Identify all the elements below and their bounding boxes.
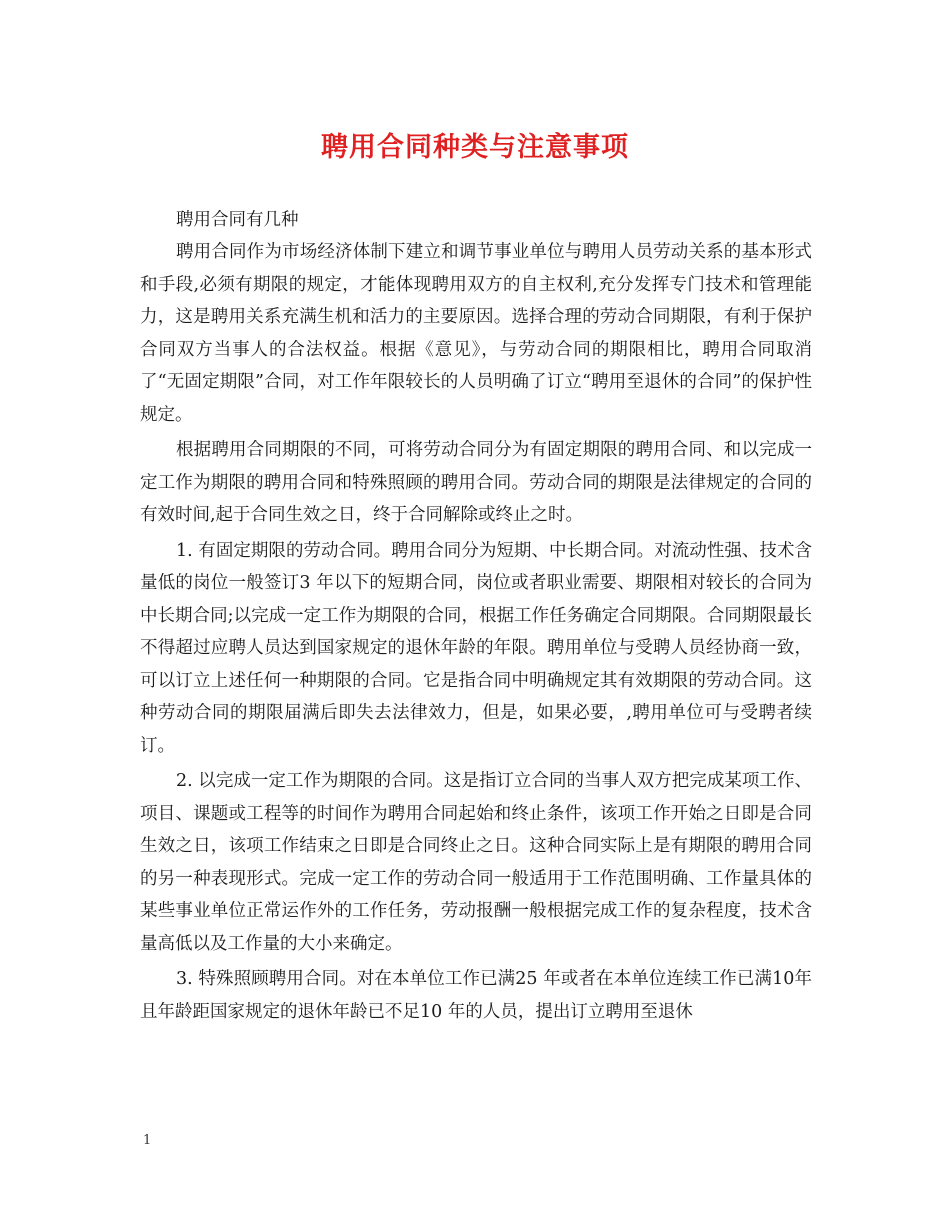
paragraph-special-care: 3. 特殊照顾聘用合同。对在本单位工作已满25 年或者在本单位连续工作已满10年且年龄距国家规定的退休年龄已不足10 年的人员，提出订立聘用至退休 [140,969,812,1022]
page-number: 1 [143,1133,152,1148]
document-body [140,204,812,1031]
section-heading: 聘用合同有几种 [176,210,299,230]
paragraph-fixed-term: 1. 有固定期限的劳动合同。聘用合同分为短期、中长期合同。对流动性强、技术含量低的岗位一般签订3 年以下的短期合同，岗位或者职业需要、期限相对较长的合同为中长期合同;以完成一定工作为期限的合同，根据工作任务确定合同期限。合同期限最长不得超过应聘人员达到国家规定的退休年龄的年限。聘用单位与受聘人员经协商一致，可以订立上述任何一种期限的合同。它是指合同中明确规定其有效期限的劳动合同。这种劳动合同的期限届满后即失去法律效力，但是，如果必要，,聘用单位可与受聘者续订。 [140,540,812,756]
paragraph-classification: 根据聘用合同期限的不同，可将劳动合同分为有固定期限的聘用合同、和以完成一定工作为期限的聘用合同和特殊照顾的聘用合同。劳动合同的期限是法律规定的合同的有效时间,起于合同生效之日，终于合同解除或终止之时。 [140,440,812,525]
paragraph-intro: 聘用合同作为市场经济体制下建立和调节事业单位与聘用人员劳动关系的基本形式和手段,必须有期限的规定，才能体现聘用双方的自主权利,充分发挥专门技术和管理能力，这是聘用关系充满生机和活力的主要原因。选择合理的劳动合同期限，有利于保护合同双方当事人的合法权益。根据《意见》，与劳动合同的期限相比，聘用合同取消了“无固定期限”合同，对工作年限较长的人员明确了订立“聘用至退休的合同”的保护性规定。 [140,242,812,425]
document-title: 聘用合同种类与注意事项 [321,132,629,163]
paragraph-task-term: 2. 以完成一定工作为期限的合同。这是指订立合同的当事人双方把完成某项工作、项目、课题或工程等的时间作为聘用合同起始和终止条件，该项工作开始之日即是合同生效之日，该项工作结束之日即是合同终止之日。这种合同实际上是有期限的聘用合同的另一种表现形式。完成一定工作的劳动合同一般适用于工作范围明确、工作量具体的某些事业单位正常运作外的工作任务，劳动报酬一般根据完成工作的复杂程度，技术含量高低以及工作量的大小来确定。 [140,771,812,954]
